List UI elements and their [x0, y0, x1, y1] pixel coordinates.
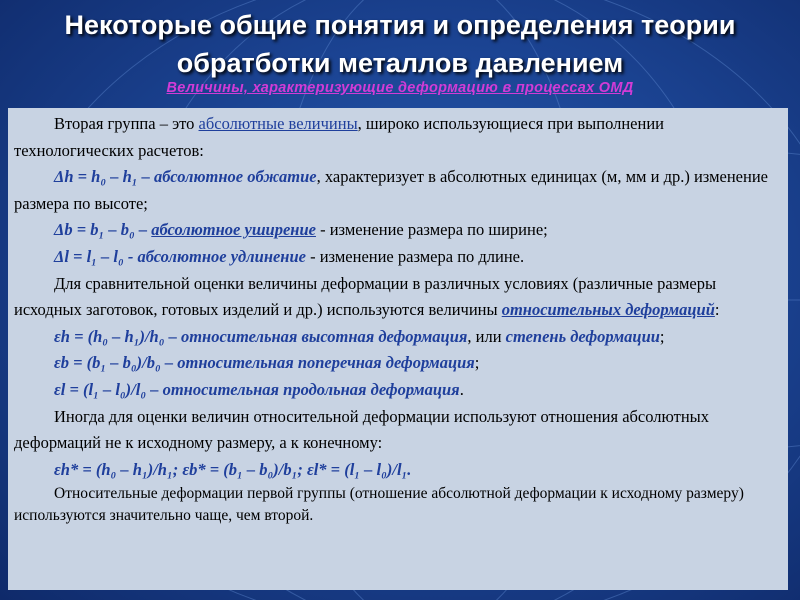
- term-relative-deformations: относительных деформаций: [501, 300, 715, 320]
- term-absolute-spread: абсолютное уширение: [151, 220, 316, 240]
- definition-relative-longitudinal: εl = (l₁ – l₀)/l₀ – относительная продольная деформация.: [54, 379, 464, 399]
- page-title: [0, 6, 800, 82]
- term-deformation-degree: степень деформации: [505, 326, 660, 346]
- term-absolute-values: абсолютные величины: [198, 114, 358, 133]
- definition-absolute-elongation: Δl = l₁ – l₀ - абсолютное удлинение - изменение размера по длине.: [54, 246, 525, 266]
- paragraph-conclusion: Относительные деформации первой группы (отношение абсолютной деформации к исходному размеру) используются значительно чаще, чем второй.: [14, 485, 744, 525]
- definition-absolute-spread: Δb = b₁ – b₀ – абсолютное уширение - изменение размера по ширине;: [54, 220, 548, 240]
- term-absolute-elongation: абсолютное удлинение: [137, 246, 306, 266]
- definition-absolute-reduction: Δh = h₀ – h₁ – абсолютное обжатие, характеризует в абсолютных единицах (м, мм и др.) изменение размера по высоте;: [14, 167, 768, 213]
- paragraph-final-size: Иногда для оценки величин относительной деформации используют отношения абсолютных деформаций не к исходному размеру, а к конечному:: [14, 406, 710, 453]
- definition-relative-transverse: εb = (b₁ – b₀)/b₀ – относительная поперечная деформация;: [54, 353, 480, 373]
- content-panel: [8, 108, 788, 590]
- formulas-final-size: εh* = (h₀ – h₁)/h₁; εb* = (b₁ – b₀)/b₁; εl* = (l₁ – l₀)/l₁.: [54, 459, 412, 479]
- definition-relative-height: εh = (h₀ – h₁)/h₀ – относительная высотная деформация, или степень деформации;: [54, 326, 665, 346]
- title-line-2: обратботки металлов давлением: [176, 48, 624, 78]
- paragraph-absolute-intro: Вторая группа – это абсолютные величины, широко использующиеся при выполнении технологических расчетов:: [14, 114, 664, 160]
- title-line-1: Некоторые общие понятия и определения теории: [64, 10, 736, 40]
- paragraph-relative-intro: Для сравнительной оценки величины деформации в различных условиях (различные размеры исходных заготовок, готовых изделий и др.) используются величины относительных деформаций:: [14, 273, 720, 320]
- term-absolute-reduction: абсолютное обжатие: [154, 167, 317, 187]
- section-subtitle: Величины, характеризующие деформацию в процессах ОМД: [166, 80, 634, 96]
